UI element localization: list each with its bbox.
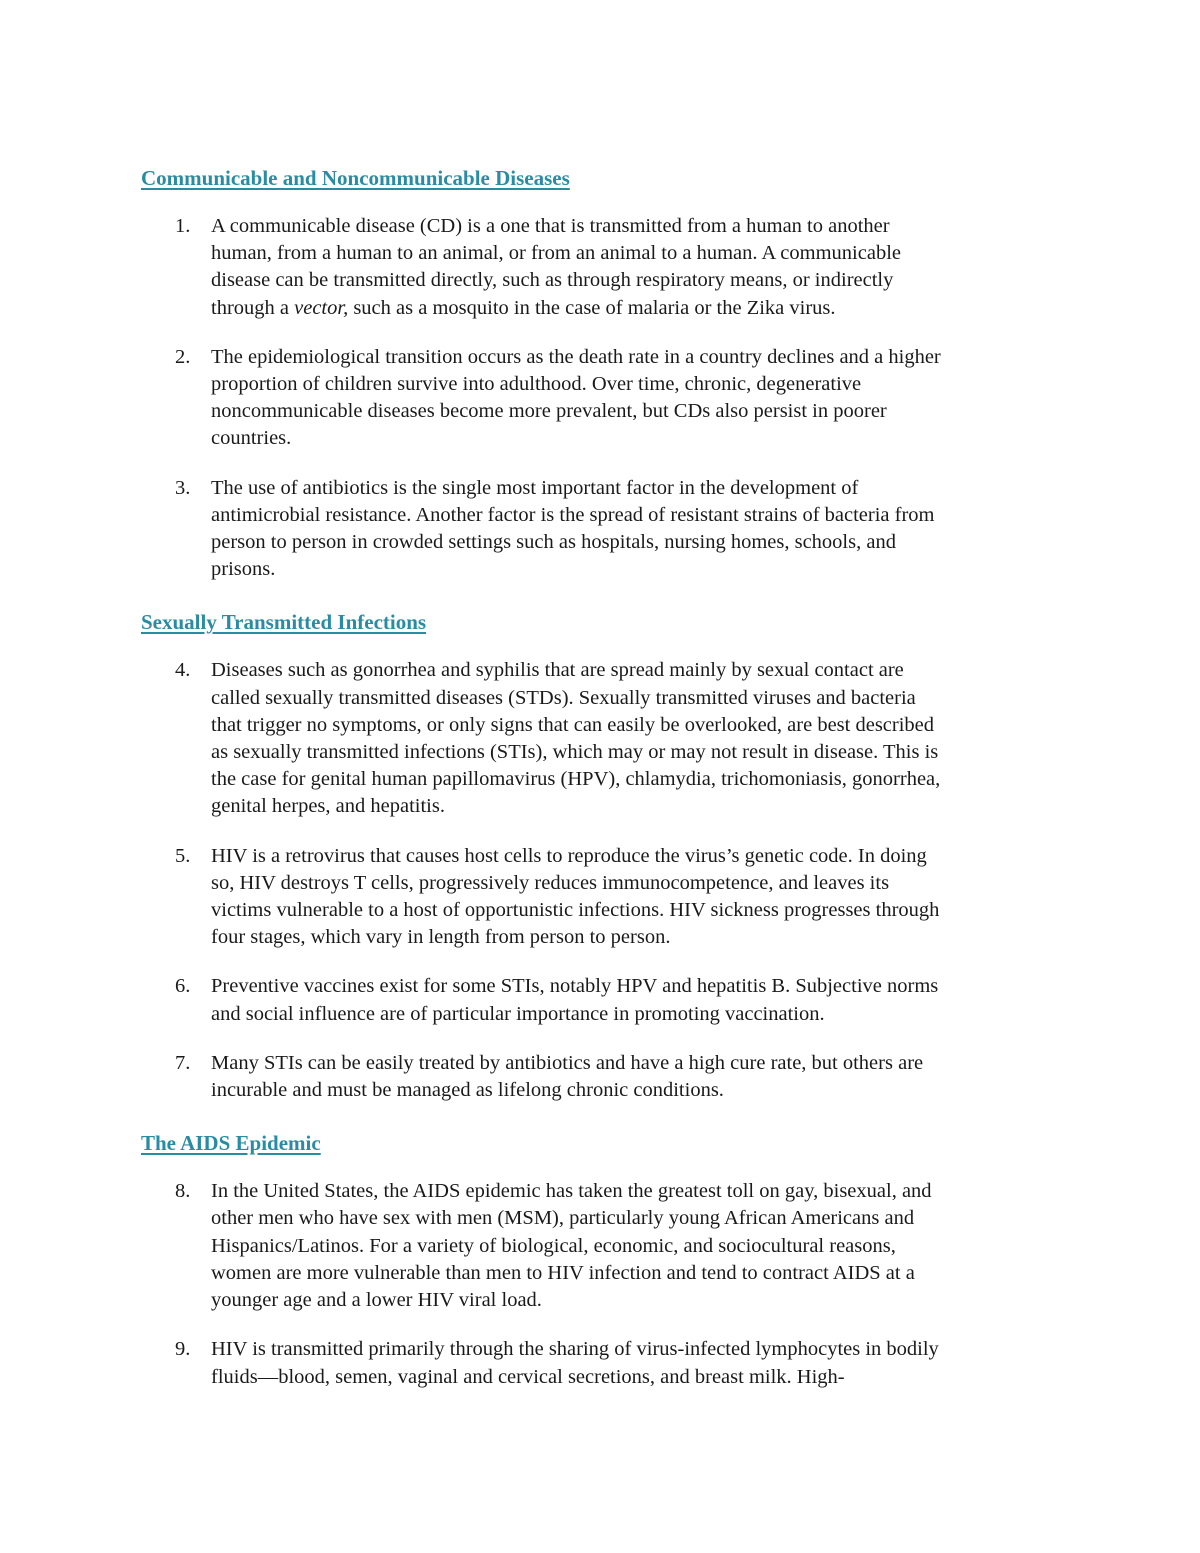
list-line: antimicrobial resistance. Another factor is the spread of resistant strains of bacteria from [211,503,935,526]
list-line: other men who have sex with men (MSM), particularly young African Americans and [211,1207,915,1230]
list-line: that trigger no symptoms, or only signs that can easily be overlooked, are best described [211,713,935,736]
list-item-4 [141,657,1061,820]
section-list-sti [141,657,1061,1104]
list-line: genital herpes, and hepatitis. [211,795,445,818]
list-line: countries. [211,427,292,450]
list-line: person to person in crowded settings such as hospitals, nursing homes, schools, and [211,531,896,554]
text-run: such as a mosquito in the case of malaria or the Zika virus. [348,296,836,319]
list-number: 6. [175,975,191,998]
list-line: human, from a human to an animal, or from an animal to a human. A communicable [211,242,901,265]
document-body [141,162,1061,1391]
emphasis-vector: vector, [294,296,349,319]
list-line: The use of antibiotics is the single most important factor in the development of [211,476,859,499]
list-number: 3. [175,476,191,499]
list-line: so, HIV destroys T cells, progressively reduces immunocompetence, and leaves its [211,871,890,894]
list-item-9 [141,1336,1061,1390]
list-line: women are more vulnerable than men to HIV infection and tend to contract AIDS at a [211,1261,915,1284]
list-line [211,295,1061,322]
list-number: 9. [175,1338,191,1361]
list-line: victims vulnerable to a host of opportunistic infections. HIV sickness progresses through [211,899,940,922]
list-number: 2. [175,345,191,368]
list-line: proportion of children survive into adulthood. Over time, chronic, degenerative [211,373,862,396]
list-line: Hispanics/Latinos. For a variety of biological, economic, and sociocultural reasons, [211,1234,896,1257]
list-line: called sexually transmitted diseases (STDs). Sexually transmitted viruses and bacteria [211,686,916,709]
text-run: through a [211,296,295,319]
list-line: younger age and a lower HIV viral load. [211,1289,542,1312]
list-item-8 [141,1178,1061,1314]
list-line: disease can be transmitted directly, such as through respiratory means, or indirectly [211,269,894,292]
list-item-6 [141,973,1061,1027]
list-line: Diseases such as gonorrhea and syphilis that are spread mainly by sexual contact are [211,659,904,682]
list-line: Many STIs can be easily treated by antibiotics and have a high cure rate, but others are [211,1051,924,1074]
list-line: prisons. [211,558,276,581]
list-line: In the United States, the AIDS epidemic has taken the greatest toll on gay, bisexual, and [211,1180,932,1203]
list-line: A communicable disease (CD) is a one that is transmitted from a human to another [211,215,890,237]
list-item-3 [141,475,1061,584]
list-number: 1. [175,215,191,237]
list-line: noncommunicable diseases become more prevalent, but CDs also persist in poorer [211,400,887,423]
list-line: HIV is a retrovirus that causes host cells to reproduce the virus’s genetic code. In doing [211,844,927,867]
section-heading-aids[interactable]: The AIDS Epidemic [141,1131,321,1156]
list-line: the case for genital human papillomavirus (HPV), chlamydia, trichomoniasis, gonorrhea, [211,768,941,791]
list-number: 5. [175,844,191,867]
list-item-2 [141,344,1061,453]
list-number: 4. [175,659,191,682]
list-item-1 [141,213,1061,322]
list-line: Preventive vaccines exist for some STIs, notably HPV and hepatitis B. Subjective norms [211,975,939,998]
section-list-aids [141,1178,1061,1390]
list-line: four stages, which vary in length from person to person. [211,926,671,949]
list-line: as sexually transmitted infections (STIs), which may or may not result in disease. This is [211,741,939,764]
list-line: HIV is transmitted primarily through the sharing of virus-infected lymphocytes in bodily [211,1338,939,1361]
section-list-communicable [141,213,1061,583]
section-heading-sti[interactable]: Sexually Transmitted Infections [141,610,427,635]
list-number: 8. [175,1180,191,1203]
list-line: fluids—blood, semen, vaginal and cervical secretions, and breast milk. High- [211,1365,845,1388]
list-item-7 [141,1050,1061,1104]
list-line: The epidemiological transition occurs as the death rate in a country declines and a higher [211,345,941,368]
section-heading-communicable[interactable]: Communicable and Noncommunicable Diseases [141,166,570,190]
list-line: incurable and must be managed as lifelong chronic conditions. [211,1079,724,1102]
list-line: and social influence are of particular importance in promoting vaccination. [211,1002,825,1025]
list-number: 7. [175,1051,191,1074]
list-item-5 [141,843,1061,952]
